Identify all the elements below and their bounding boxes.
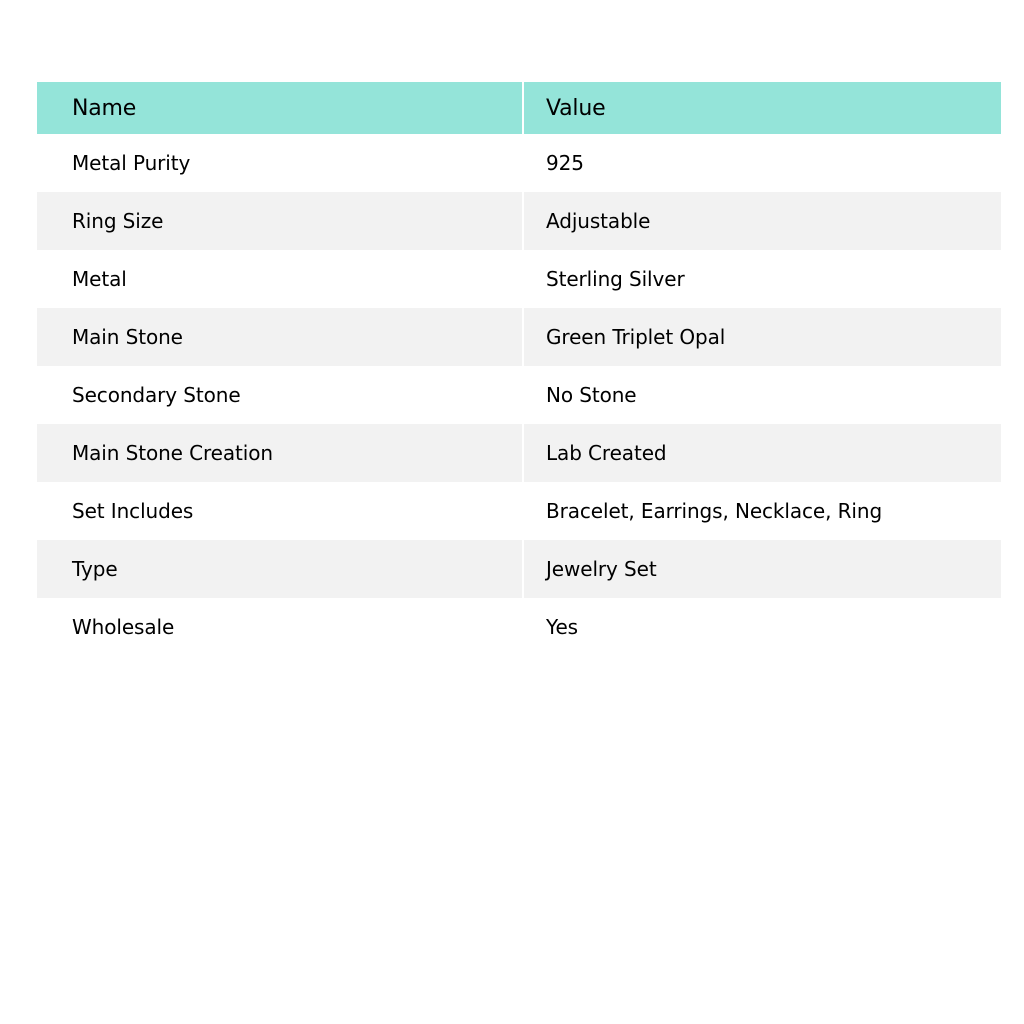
table-row bbox=[37, 366, 1001, 424]
row-name-cell: Wholesale bbox=[72, 615, 175, 639]
row-name-cell: Metal bbox=[72, 267, 127, 291]
table-row bbox=[37, 598, 1001, 656]
row-name-cell: Main Stone bbox=[37, 308, 523, 366]
row-value-cell: 925 bbox=[523, 134, 1001, 192]
row-name-cell: Set Includes bbox=[72, 499, 194, 523]
row-name-cell: Metal Purity bbox=[72, 151, 191, 175]
row-name-cell: Ring Size bbox=[37, 192, 523, 250]
table-row bbox=[37, 308, 1001, 366]
row-value-cell: Bracelet, Earrings, Necklace, Ring bbox=[523, 482, 1001, 540]
table-header bbox=[37, 82, 1001, 134]
table-row bbox=[37, 134, 1001, 192]
specification-table bbox=[37, 82, 1001, 656]
table-row bbox=[37, 482, 1001, 540]
row-value-cell: Sterling Silver bbox=[523, 250, 1001, 308]
row-name-cell: Main Stone Creation bbox=[37, 424, 523, 482]
row-value-cell: Jewelry Set bbox=[523, 540, 1001, 598]
column-header-name: Name bbox=[37, 82, 523, 134]
table-row bbox=[37, 192, 1001, 250]
table-body bbox=[37, 134, 1001, 656]
header-row bbox=[37, 82, 1001, 134]
column-header-value: Value bbox=[523, 82, 1001, 134]
table-row bbox=[37, 424, 1001, 482]
row-name-cell: Secondary Stone bbox=[72, 383, 241, 407]
row-name-cell: Type bbox=[37, 540, 523, 598]
row-value-cell: Yes bbox=[523, 598, 1001, 656]
row-value-cell: Green Triplet Opal bbox=[523, 308, 1001, 366]
row-value-cell: Lab Created bbox=[523, 424, 1001, 482]
row-value-cell: Adjustable bbox=[523, 192, 1001, 250]
row-value-cell: No Stone bbox=[523, 366, 1001, 424]
table-row bbox=[37, 250, 1001, 308]
table-row bbox=[37, 540, 1001, 598]
